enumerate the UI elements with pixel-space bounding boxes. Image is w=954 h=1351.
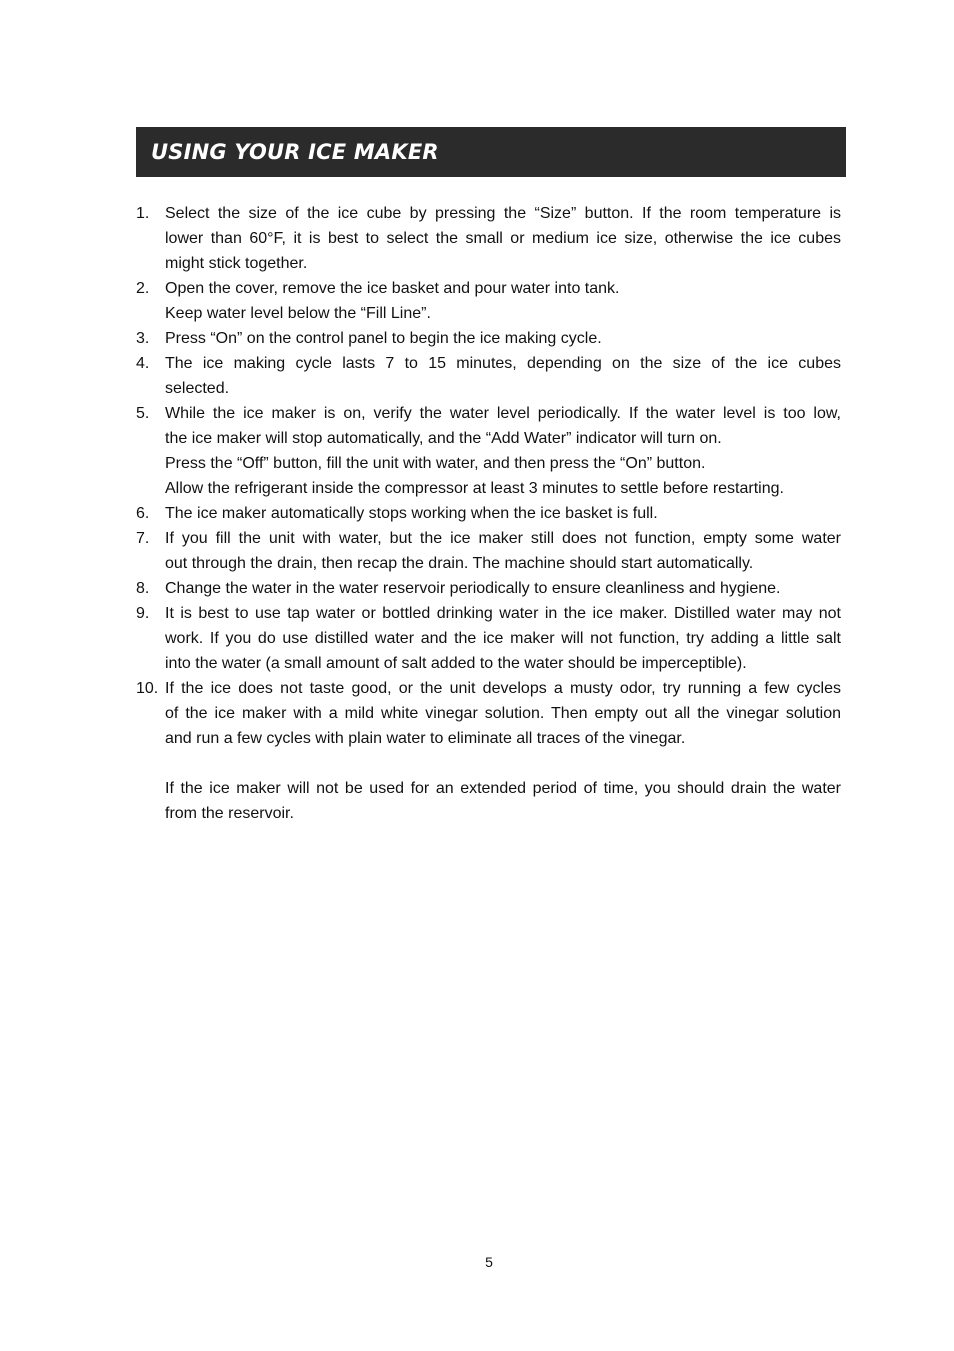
step-text-line: and run a few cycles with plain water to eliminate all traces of the vinegar. bbox=[165, 730, 686, 747]
step-number: 5. bbox=[136, 405, 150, 422]
step-text-line: of the ice maker with a mild white vinegar solution. Then empty out all the vinegar solution bbox=[165, 705, 841, 722]
instruction-step-6 bbox=[136, 501, 841, 526]
step-text-line: It is best to use tap water or bottled drinking water in the ice maker. Distilled water may not bbox=[165, 605, 841, 622]
step-text-line: The ice maker automatically stops working when the ice basket is full. bbox=[165, 505, 658, 522]
instruction-step-9 bbox=[136, 601, 841, 676]
step-number: 4. bbox=[136, 355, 150, 372]
step-text-line: Allow the refrigerant inside the compressor at least 3 minutes to settle before restarting. bbox=[165, 480, 784, 497]
step-number: 7. bbox=[136, 530, 150, 547]
step-number: 9. bbox=[136, 605, 150, 622]
step-text-line: selected. bbox=[165, 380, 230, 397]
instruction-step-8 bbox=[136, 576, 841, 601]
instruction-step-5 bbox=[136, 401, 841, 501]
step-text-line: If the ice does not taste good, or the unit develops a musty odor, try running a few cycles bbox=[165, 680, 841, 697]
step-text-line: Select the size of the ice cube by pressing the “Size” button. If the room temperature is bbox=[165, 205, 841, 222]
instruction-step-7 bbox=[136, 526, 841, 576]
step-number: 10. bbox=[136, 680, 159, 697]
step-number: 6. bbox=[136, 505, 150, 522]
step-number: 3. bbox=[136, 330, 150, 347]
section-header-bar bbox=[136, 127, 846, 177]
instruction-step-10 bbox=[136, 676, 841, 751]
step-text-line: Open the cover, remove the ice basket and pour water into tank. bbox=[165, 280, 620, 297]
instruction-step-1 bbox=[136, 201, 841, 276]
instruction-list bbox=[136, 201, 841, 826]
step-text-line: out through the drain, then recap the drain. The machine should start automatically. bbox=[165, 555, 754, 572]
note-text-line: from the reservoir. bbox=[165, 805, 294, 822]
step-text-line: If you fill the unit with water, but the ice maker still does not function, empty some water bbox=[165, 530, 841, 547]
step-text-line: into the water (a small amount of salt added to the water should be imperceptible). bbox=[165, 655, 747, 672]
instruction-step-3 bbox=[136, 326, 841, 351]
step-number: 1. bbox=[136, 205, 150, 222]
instruction-step-2 bbox=[136, 276, 841, 326]
note-text-line: If the ice maker will not be used for an extended period of time, you should drain the water bbox=[165, 780, 841, 797]
step-text-line: lower than 60°F, it is best to select the small or medium ice size, otherwise the ice cubes bbox=[165, 230, 841, 247]
step-text-line: Press “On” on the control panel to begin the ice making cycle. bbox=[165, 330, 602, 347]
page-number: 5 bbox=[485, 1254, 493, 1270]
paragraph-spacer bbox=[136, 751, 841, 776]
step-number: 8. bbox=[136, 580, 150, 597]
step-text-line: might stick together. bbox=[165, 255, 308, 272]
storage-note bbox=[136, 776, 841, 826]
step-text-line: Change the water in the water reservoir periodically to ensure cleanliness and hygiene. bbox=[165, 580, 781, 597]
step-number: 2. bbox=[136, 280, 150, 297]
step-text-line: While the ice maker is on, verify the water level periodically. If the water level is too low, bbox=[165, 405, 841, 422]
section-title: USING YOUR ICE MAKER bbox=[151, 140, 439, 164]
step-text-line: Keep water level below the “Fill Line”. bbox=[165, 305, 431, 322]
step-text-line: the ice maker will stop automatically, and the “Add Water” indicator will turn on. bbox=[165, 430, 722, 447]
instruction-step-4 bbox=[136, 351, 841, 401]
step-text-line: work. If you do use distilled water and the ice maker will not function, try adding a little salt bbox=[165, 630, 841, 647]
step-text-line: The ice making cycle lasts 7 to 15 minutes, depending on the size of the ice cubes bbox=[165, 355, 841, 372]
step-text-line: Press the “Off” button, fill the unit with water, and then press the “On” button. bbox=[165, 455, 706, 472]
